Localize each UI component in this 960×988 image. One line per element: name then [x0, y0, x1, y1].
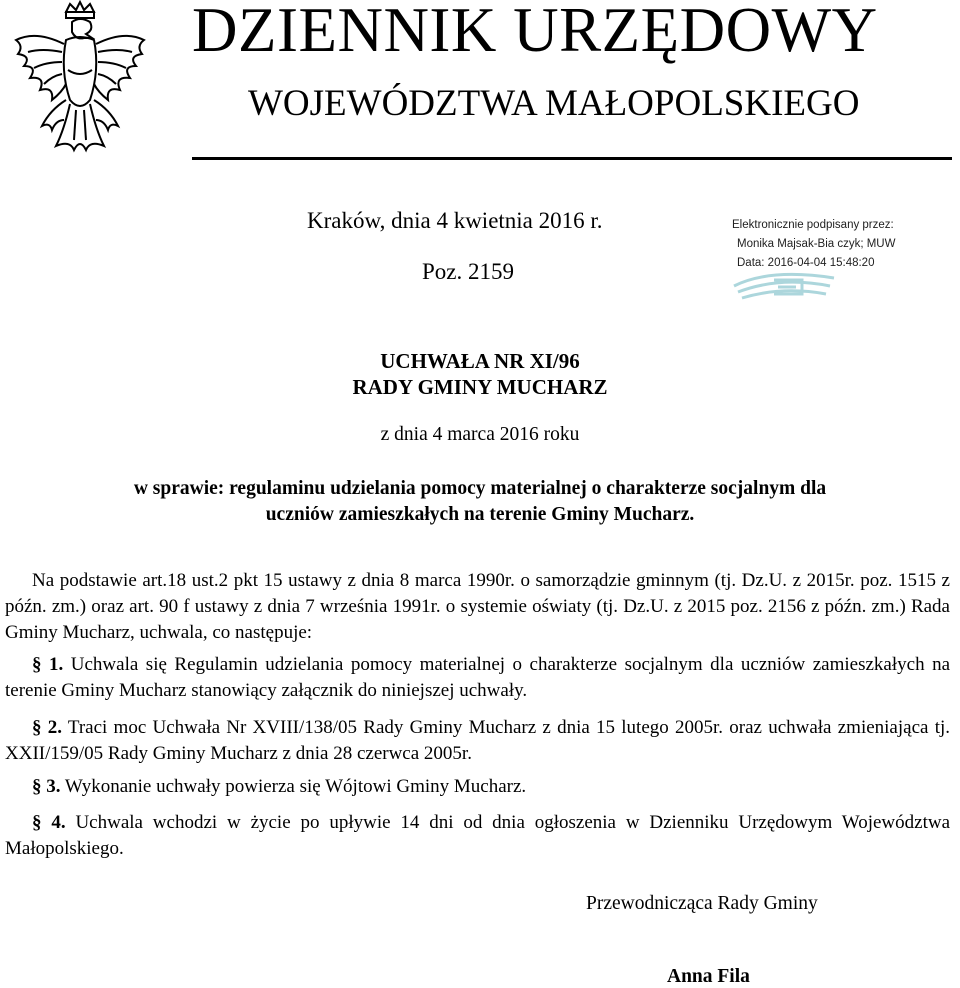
- legal-basis: Na podstawie art.18 ust.2 pkt 15 ustawy z dnia 8 marca 1990r. o samorządzie gminnym (tj. Dz.U. z 2015r. poz. 1515 z późn. zm.) oraz art. 90 f ustawy z dnia 7 września 1991r. o systemie oświaty (tj. Dz.U. z 2015 poz. 2156 z późn. zm.) Rada Gminy Mucharz, uchwala, co następuje:: [5, 570, 950, 643]
- paragraph-text: Traci moc Uchwała Nr XVIII/138/05 Rady Gminy Mucharz z dnia 15 lutego 2005r. oraz uchwała zmieniająca tj. XXII/159/05 Rady Gminy Mucharz z dnia 28 czerwca 2005r.: [5, 717, 950, 764]
- paragraph-number: § 2.: [32, 717, 62, 738]
- paragraph-text: Uchwala się Regulamin udzielania pomocy materialnej o charakterze socjalnym dla uczniów zamieszkałych na terenie Gminy Mucharz stanowiący załącznik do niniejszej uchwały.: [5, 654, 951, 701]
- paragraph-text: Wykonanie uchwały powierza się Wójtowi Gminy Mucharz.: [64, 776, 527, 797]
- signature-line-signed-by: Elektronicznie podpisany przez:: [732, 219, 894, 231]
- paragraph-number: § 1.: [32, 654, 64, 675]
- gazette-subtitle: WOJEWÓDZTWA MAŁOPOLSKIEGO: [248, 83, 860, 124]
- paragraph-4: [5, 810, 950, 862]
- signature-line-date: Data: 2016-04-04 15:48:20: [737, 257, 875, 269]
- paragraph-number: § 3.: [32, 776, 61, 797]
- paragraph-3: [5, 774, 950, 800]
- resolution-number: UCHWAŁA NR XI/96: [380, 349, 580, 373]
- signatory-name: Anna Fila: [667, 966, 750, 987]
- resolution-subject: w sprawie: regulaminu udzielania pomocy materialnej o charakterze socjalnym dla uczniów zamieszkałych na terenie Gminy Mucharz.: [133, 478, 827, 525]
- header-divider: [192, 157, 952, 160]
- paragraph-number: § 4.: [32, 812, 66, 833]
- polish-white-eagle-emblem-icon: [6, 0, 154, 170]
- position-number: Poz. 2159: [422, 259, 514, 284]
- resolution-date: z dnia 4 marca 2016 roku: [380, 424, 580, 445]
- paragraph-text: Uchwala wchodzi w życie po upływie 14 dni od dnia ogłoszenia w Dzienniku Urzędowym Województwa Małopolskiego.: [5, 812, 950, 859]
- signature-line-signer: Monika Majsak-Bia czyk; MUW: [737, 238, 896, 250]
- paragraph-1: [5, 652, 950, 704]
- signatory-title: Przewodnicząca Rady Gminy: [586, 893, 818, 914]
- resolution-council: RADY GMINY MUCHARZ: [352, 375, 608, 399]
- paragraph-2: [5, 715, 950, 767]
- gazette-title: DZIENNIK URZĘDOWY: [192, 0, 878, 65]
- e-signature-logo-icon: [730, 264, 840, 306]
- place-and-date: Kraków, dnia 4 kwietnia 2016 r.: [307, 208, 603, 233]
